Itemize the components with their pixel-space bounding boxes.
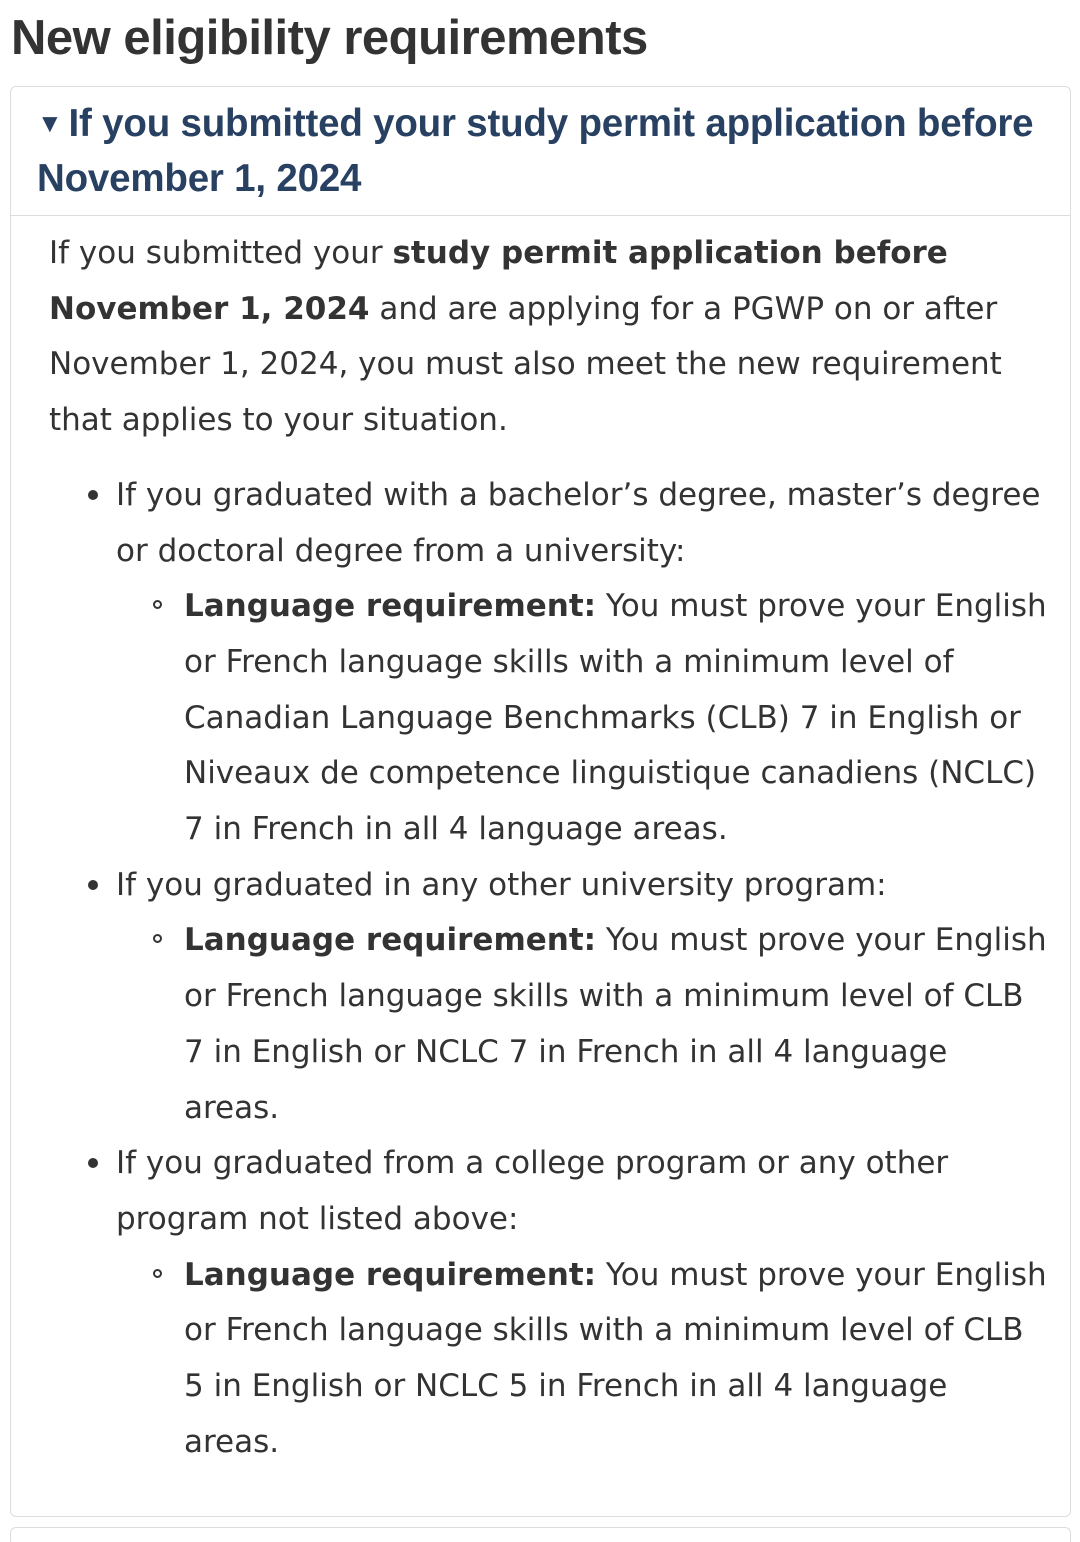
sub-list [116, 579, 1049, 858]
sub-list-item [184, 579, 1049, 858]
intro-text-end: and are applying for a PGWP on or after November 1, 2024, you must also meet the new requirement that applies to your situation. [49, 290, 1002, 439]
sub-list-item [184, 913, 1049, 1136]
sub-list-item [184, 1248, 1049, 1471]
sub-list [116, 1248, 1049, 1471]
summary-title[interactable] [37, 102, 1033, 200]
list-item [116, 468, 1049, 858]
intro-text-start: If you submitted your [49, 235, 393, 271]
triangle-down-icon[interactable]: ▼ [37, 108, 63, 138]
details-content [49, 226, 1049, 1470]
summary-label[interactable]: If you submitted your study permit application before November 1, 2024 [37, 102, 1034, 200]
list-item-text: If you graduated from a college program or any other program not listed above: [116, 1145, 949, 1237]
details-panel [10, 86, 1071, 1517]
requirement-text: You must prove your English or French language skills with a minimum level of CLB 5 in English or NCLC 5 in French in all 4 language areas. [184, 1256, 1047, 1460]
list-item-text: If you graduated with a bachelor’s degree, master’s degree or doctoral degree from a university: [116, 476, 1041, 569]
requirements-list [49, 468, 1049, 1471]
sub-list [116, 913, 1049, 1136]
intro-paragraph [49, 226, 1049, 449]
requirement-label: Language requirement: [184, 588, 597, 625]
list-item [116, 1136, 1049, 1470]
details-summary-toggle[interactable] [11, 87, 1070, 216]
list-item-text: If you graduated in any other university program: [116, 866, 887, 903]
requirement-label: Language requirement: [184, 1256, 597, 1293]
intro-bold-text: study permit application before November 1, 2024 [49, 235, 948, 327]
list-item [116, 858, 1049, 1137]
requirement-text: You must prove your English or French language skills with a minimum level of CLB 7 in English or NCLC 7 in French in all 4 language areas. [184, 922, 1047, 1126]
next-details-panel[interactable] [10, 1527, 1071, 1542]
requirement-label: Language requirement: [184, 922, 597, 959]
requirement-text: You must prove your English or French language skills with a minimum level of Canadian Language Benchmarks (CLB) 7 in English or Niveaux de competence linguistique canadiens (NCLC) 7 in French in all 4 language areas. [184, 588, 1047, 848]
page-title: New eligibility requirements [11, 11, 648, 65]
